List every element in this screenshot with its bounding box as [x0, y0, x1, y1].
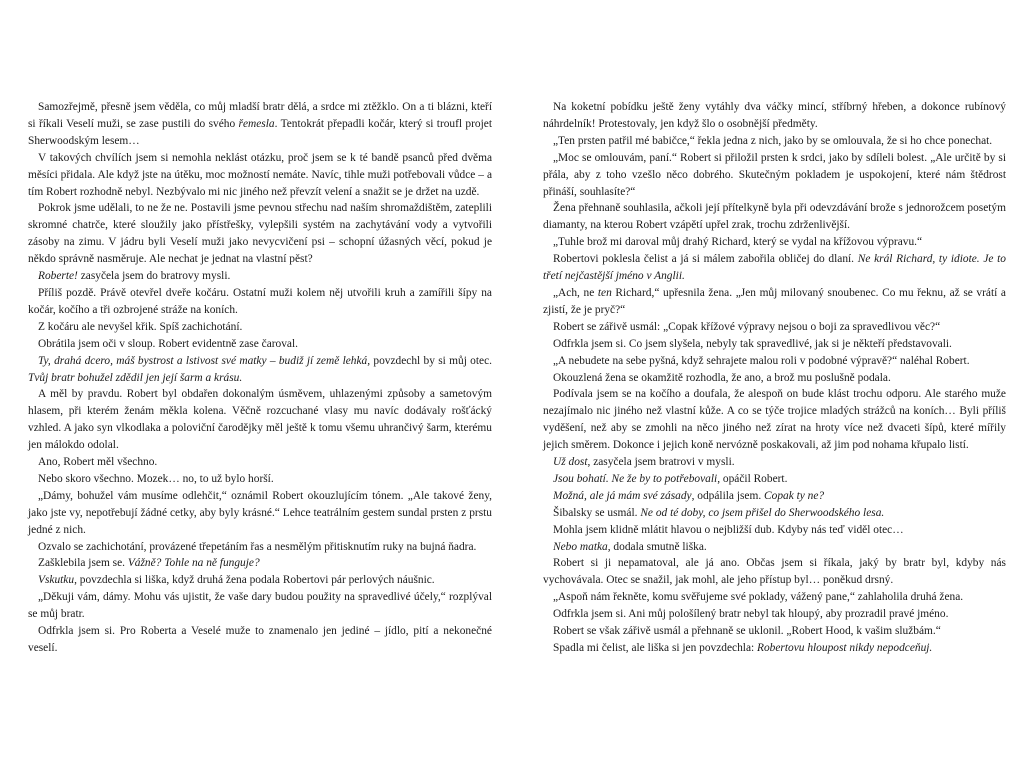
- text-run: Okouzlená žena se okamžitě rozhodla, že ano, a brož mu poslušně podala.: [553, 371, 891, 384]
- paragraph: [543, 471, 1006, 488]
- paragraph: [543, 200, 1006, 234]
- paragraph: [543, 251, 1006, 285]
- text-run: povzdechl by si můj otec.: [370, 354, 492, 367]
- paragraph: [543, 555, 1006, 589]
- text-run: Richard,“ upřesnila žena. „Jen můj milovaný snoubenec. Co mu řeknu, až se vrátí a zjistí, že je pryč?“: [543, 286, 1006, 316]
- italic-run: Robertovu hloupost nikdy nepodceňuj.: [757, 642, 933, 654]
- paragraph: [28, 386, 492, 454]
- text-run: zasyčela jsem do bratrovy mysli.: [77, 270, 231, 283]
- italic-run: Vážně? Tohle na ně funguje?: [127, 557, 260, 570]
- text-run: „Ten prsten patřil mé babičce,“ řekla jedna z nich, jako by se omlouvala, že si ho chce ponechat.: [553, 134, 993, 147]
- text-run: „Děkuji vám, dámy. Mohu vás ujistit, že vaše dary budou použity na spravedlivé účely,“ rozplýval se můj bratr.: [28, 591, 492, 621]
- text-run: Robert si ji nepamatoval, ale já ano. Občas jsem si říkala, jaký by bratr byl, kdyby nás vychovávala. Otec se snažil, jak mohl, ale jeho přístup byl… poněkud drsný.: [543, 557, 1006, 587]
- paragraph: [28, 285, 492, 319]
- left-page: [28, 99, 492, 657]
- paragraph: [543, 370, 1006, 387]
- italic-run: Ne od té doby, co jsem přišel do Sherwoodského lesa.: [640, 506, 885, 519]
- text-run: „Aspoň nám řekněte, komu svěřujeme své poklady, vážený pane,“ zahlaholila druhá žena.: [553, 591, 964, 604]
- text-run: „Tuhle brož mi daroval můj drahý Richard, který se vydal na křížovou výpravu.“: [553, 236, 923, 249]
- paragraph: [28, 572, 492, 589]
- text-run: Ozvalo se zachichotání, provázené třepetáním řas a nesmělým přitisknutím ruky na bujná ňadra.: [38, 540, 477, 553]
- paragraph: [28, 539, 492, 556]
- text-run: Na koketní pobídku ještě ženy vytáhly dva váčky mincí, stříbrný hřeben, a dokonce rubínový náhrdelník! Protestovaly, jen když šlo o osobnější předměty.: [543, 101, 1006, 130]
- paragraph: [543, 133, 1006, 150]
- text-run: Žena přehnaně souhlasila, ačkoli její přítelkyně byla při odevzdávání brože s jednorožcem posetým diamanty, na kterou Robert vzápětí upřel zrak, trochu zdrženlivější.: [543, 202, 1006, 232]
- paragraph: [543, 353, 1006, 370]
- paragraph: [28, 555, 492, 572]
- paragraph: [543, 522, 1006, 539]
- italic-run: Copak ty ne?: [764, 489, 825, 502]
- text-run: „Dámy, bohužel vám musíme odlehčit,“ oznámil Robert okouzlujícím tónem. „Ale takové ženy, jako jste vy, nepotřebují žádné cetky, aby byly krásné.“ Lehce teatrálním gestem sundal prsten z prstu jedné z nich.: [28, 489, 492, 536]
- italic-run: Možná, ale já mám své zásady: [553, 489, 692, 502]
- text-run: V takových chvílích jsem si nemohla neklást otázku, proč jsem se k té bandě psanců před dvěma měsíci přidala. Ale když jste na útěku, moc možností nemáte. Navíc, tihle muži potřebovali vůdce – a tím Robert rozhodně nebyl. Nezbývalo mi nic jiného než převzít velení a snažit se je držet na uzdě.: [28, 151, 492, 198]
- paragraph: [543, 623, 1006, 640]
- text-run: . Tentokrát přepadli kočár, který si troufl projet Sherwoodským lesem…: [28, 117, 492, 147]
- text-run: Odfrkla jsem si. Pro Roberta a Veselé muže to znamenalo jen jediné – jídlo, pití a nekonečné veselí.: [28, 625, 492, 654]
- text-run: , opáčil Robert.: [717, 472, 788, 485]
- paragraph: [543, 539, 1006, 556]
- paragraph: [543, 336, 1006, 353]
- text-run: , odpálila jsem.: [691, 489, 765, 502]
- text-run: „Moc se omlouvám, paní.“ Robert si přiložil prsten k srdci, jako by sdíleli bolest. „Ale určitě by si přála, aby z toho vzešlo něco dobrého. Skutečným pokladem je uspokojení, které nám štědrost přináší, souhlasíte?“: [543, 151, 1006, 198]
- text-run: Příliš pozdě. Právě otevřel dveře kočáru. Ostatní muži kolem něj utvořili kruh a zamířili šípy na kočár, kočího a tři ozbrojené stráže na koních.: [28, 286, 492, 316]
- paragraph: [543, 454, 1006, 471]
- text-run: Obrátila jsem oči v sloup. Robert evidentně zase čaroval.: [38, 337, 298, 350]
- paragraph: [543, 319, 1006, 336]
- text-run: Ano, Robert měl všechno.: [38, 456, 158, 469]
- italic-run: Ne král Richard, ty idiote. Je to třetí nejčastější jméno v Anglii.: [543, 253, 1006, 283]
- paragraph: [543, 488, 1006, 505]
- paragraph: [28, 623, 492, 657]
- text-run: Zašklebila jsem se.: [38, 557, 128, 570]
- text-run: Robert se zářivě usmál: „Copak křížové výpravy nejsou o boji za spravedlivou věc?“: [553, 320, 941, 333]
- paragraph: [543, 285, 1006, 319]
- paragraph: [543, 606, 1006, 623]
- paragraph: [543, 150, 1006, 201]
- paragraph: [543, 640, 1006, 657]
- paragraph: [28, 488, 492, 539]
- paragraph: [28, 336, 492, 353]
- italic-run: ten: [597, 286, 612, 299]
- italic-run: Nebo matka: [553, 540, 608, 553]
- text-run: Samozřejmě, přesně jsem věděla, co můj mladší bratr dělá, a srdce mi ztěžklo. On a ti blázni, kteří si říkali Veselí muži, se zase pustili do svého: [28, 101, 492, 130]
- paragraph: [543, 505, 1006, 522]
- text-run: Odfrkla jsem si. Ani můj pološílený bratr nebyl tak hloupý, aby prozradil pravé jméno.: [553, 608, 949, 621]
- text-run: Spadla mi čelist, ale liška si jen povzdechla:: [553, 642, 758, 654]
- paragraph: [543, 99, 1006, 133]
- text-run: Mohla jsem klidně mlátit hlavou o nejbližší dub. Kdyby nás teď viděl otec…: [553, 523, 904, 536]
- italic-run: Už dost: [553, 456, 588, 469]
- italic-run: Tvůj bratr bohužel zdědil jen její šarm a krásu.: [28, 371, 243, 384]
- text-run: Odfrkla jsem si. Co jsem slyšela, nebyly tak spravedlivé, jak si je někteří představovali.: [553, 337, 952, 350]
- paragraph: [543, 386, 1006, 454]
- paragraph: [28, 150, 492, 201]
- text-run: Nebo skoro všechno. Mozek… no, to už bylo horší.: [38, 472, 274, 485]
- text-run: Z kočáru ale nevyšel křik. Spíš zachichotání.: [38, 320, 243, 333]
- text-run: Robert se však zářivě usmál a přehnaně se uklonil. „Robert Hood, k vašim službám.“: [553, 625, 941, 638]
- paragraph: [28, 353, 492, 387]
- italic-run: řemesla: [238, 117, 275, 130]
- italic-run: Vskutku: [38, 574, 75, 587]
- text-run: Pokrok jsme udělali, to ne že ne. Postavili jsme pevnou střechu nad naším shromaždištěm, zateplili skromné chatrče, které sloužily jako přístřešky, vylepšili systém na zachytávání vody a vytvořili zásoby na zimu. V jádru byli Veselí muži jako nevycvičení psi – schopní úžasných věcí, pokud je někdo správně nasměruje. Ale nechat je jednat na vlastní pěst?: [28, 202, 492, 266]
- italic-run: Roberte!: [38, 270, 78, 283]
- text-run: Podívala jsem se na kočího a doufala, že alespoň on bude klást trochu odporu. Ale starého muže nezajímalo nic jiného než vlastní kůže. A co se týče trojice mladých strážců na koních… Byli příliš vyděšení, než aby se zmohli na něco jiného než zírat na hroty více než dvaceti šípů, které mířily jejich směrem. Dokonce i jejich koně nervózně poskakovali, až jim pod nohama křupalo listí.: [543, 388, 1006, 452]
- paragraph: [28, 319, 492, 336]
- italic-run: Jsou bohatí. Ne že by to potřebovali: [553, 472, 718, 485]
- paragraph: [543, 589, 1006, 606]
- text-run: , povzdechla si liška, když druhá žena podala Robertovi pár perlových náušnic.: [74, 574, 435, 587]
- text-run: Robertovi poklesla čelist a já si málem zabořila obličej do dlaní.: [553, 253, 858, 266]
- paragraph: [28, 200, 492, 268]
- paragraph: [543, 234, 1006, 251]
- text-run: , dodala smutně liška.: [607, 540, 707, 553]
- text-run: A měl by pravdu. Robert byl obdařen dokonalým úsměvem, uhlazenými způsoby a sametovým hlasem, při kterém ženám měkla kolena. Věčně rozcuchané vlasy mu navíc dodávaly rošťácký vzhled. A jako syn vlkodlaka a poloviční čarodějky měl ještě k tomu všemu uhrančivý šarm, kterému jen málokdo odolal.: [28, 388, 492, 452]
- paragraph: [28, 454, 492, 471]
- paragraph: [28, 471, 492, 488]
- paragraph: [28, 99, 492, 150]
- italic-run: Ty, drahá dcero, máš bystrost a lstivost své matky – budiž jí země lehká,: [38, 354, 371, 367]
- text-run: Šibalsky se usmál.: [553, 506, 641, 519]
- right-page: [543, 99, 1006, 657]
- paragraph: [28, 268, 492, 285]
- text-run: „Ach, ne: [553, 286, 598, 299]
- text-run: , zasyčela jsem bratrovi v mysli.: [587, 456, 735, 469]
- text-run: „A nebudete na sebe pyšná, když sehrajete malou roli v podobné výpravě?“ naléhal Robert.: [553, 354, 970, 367]
- paragraph: [28, 589, 492, 623]
